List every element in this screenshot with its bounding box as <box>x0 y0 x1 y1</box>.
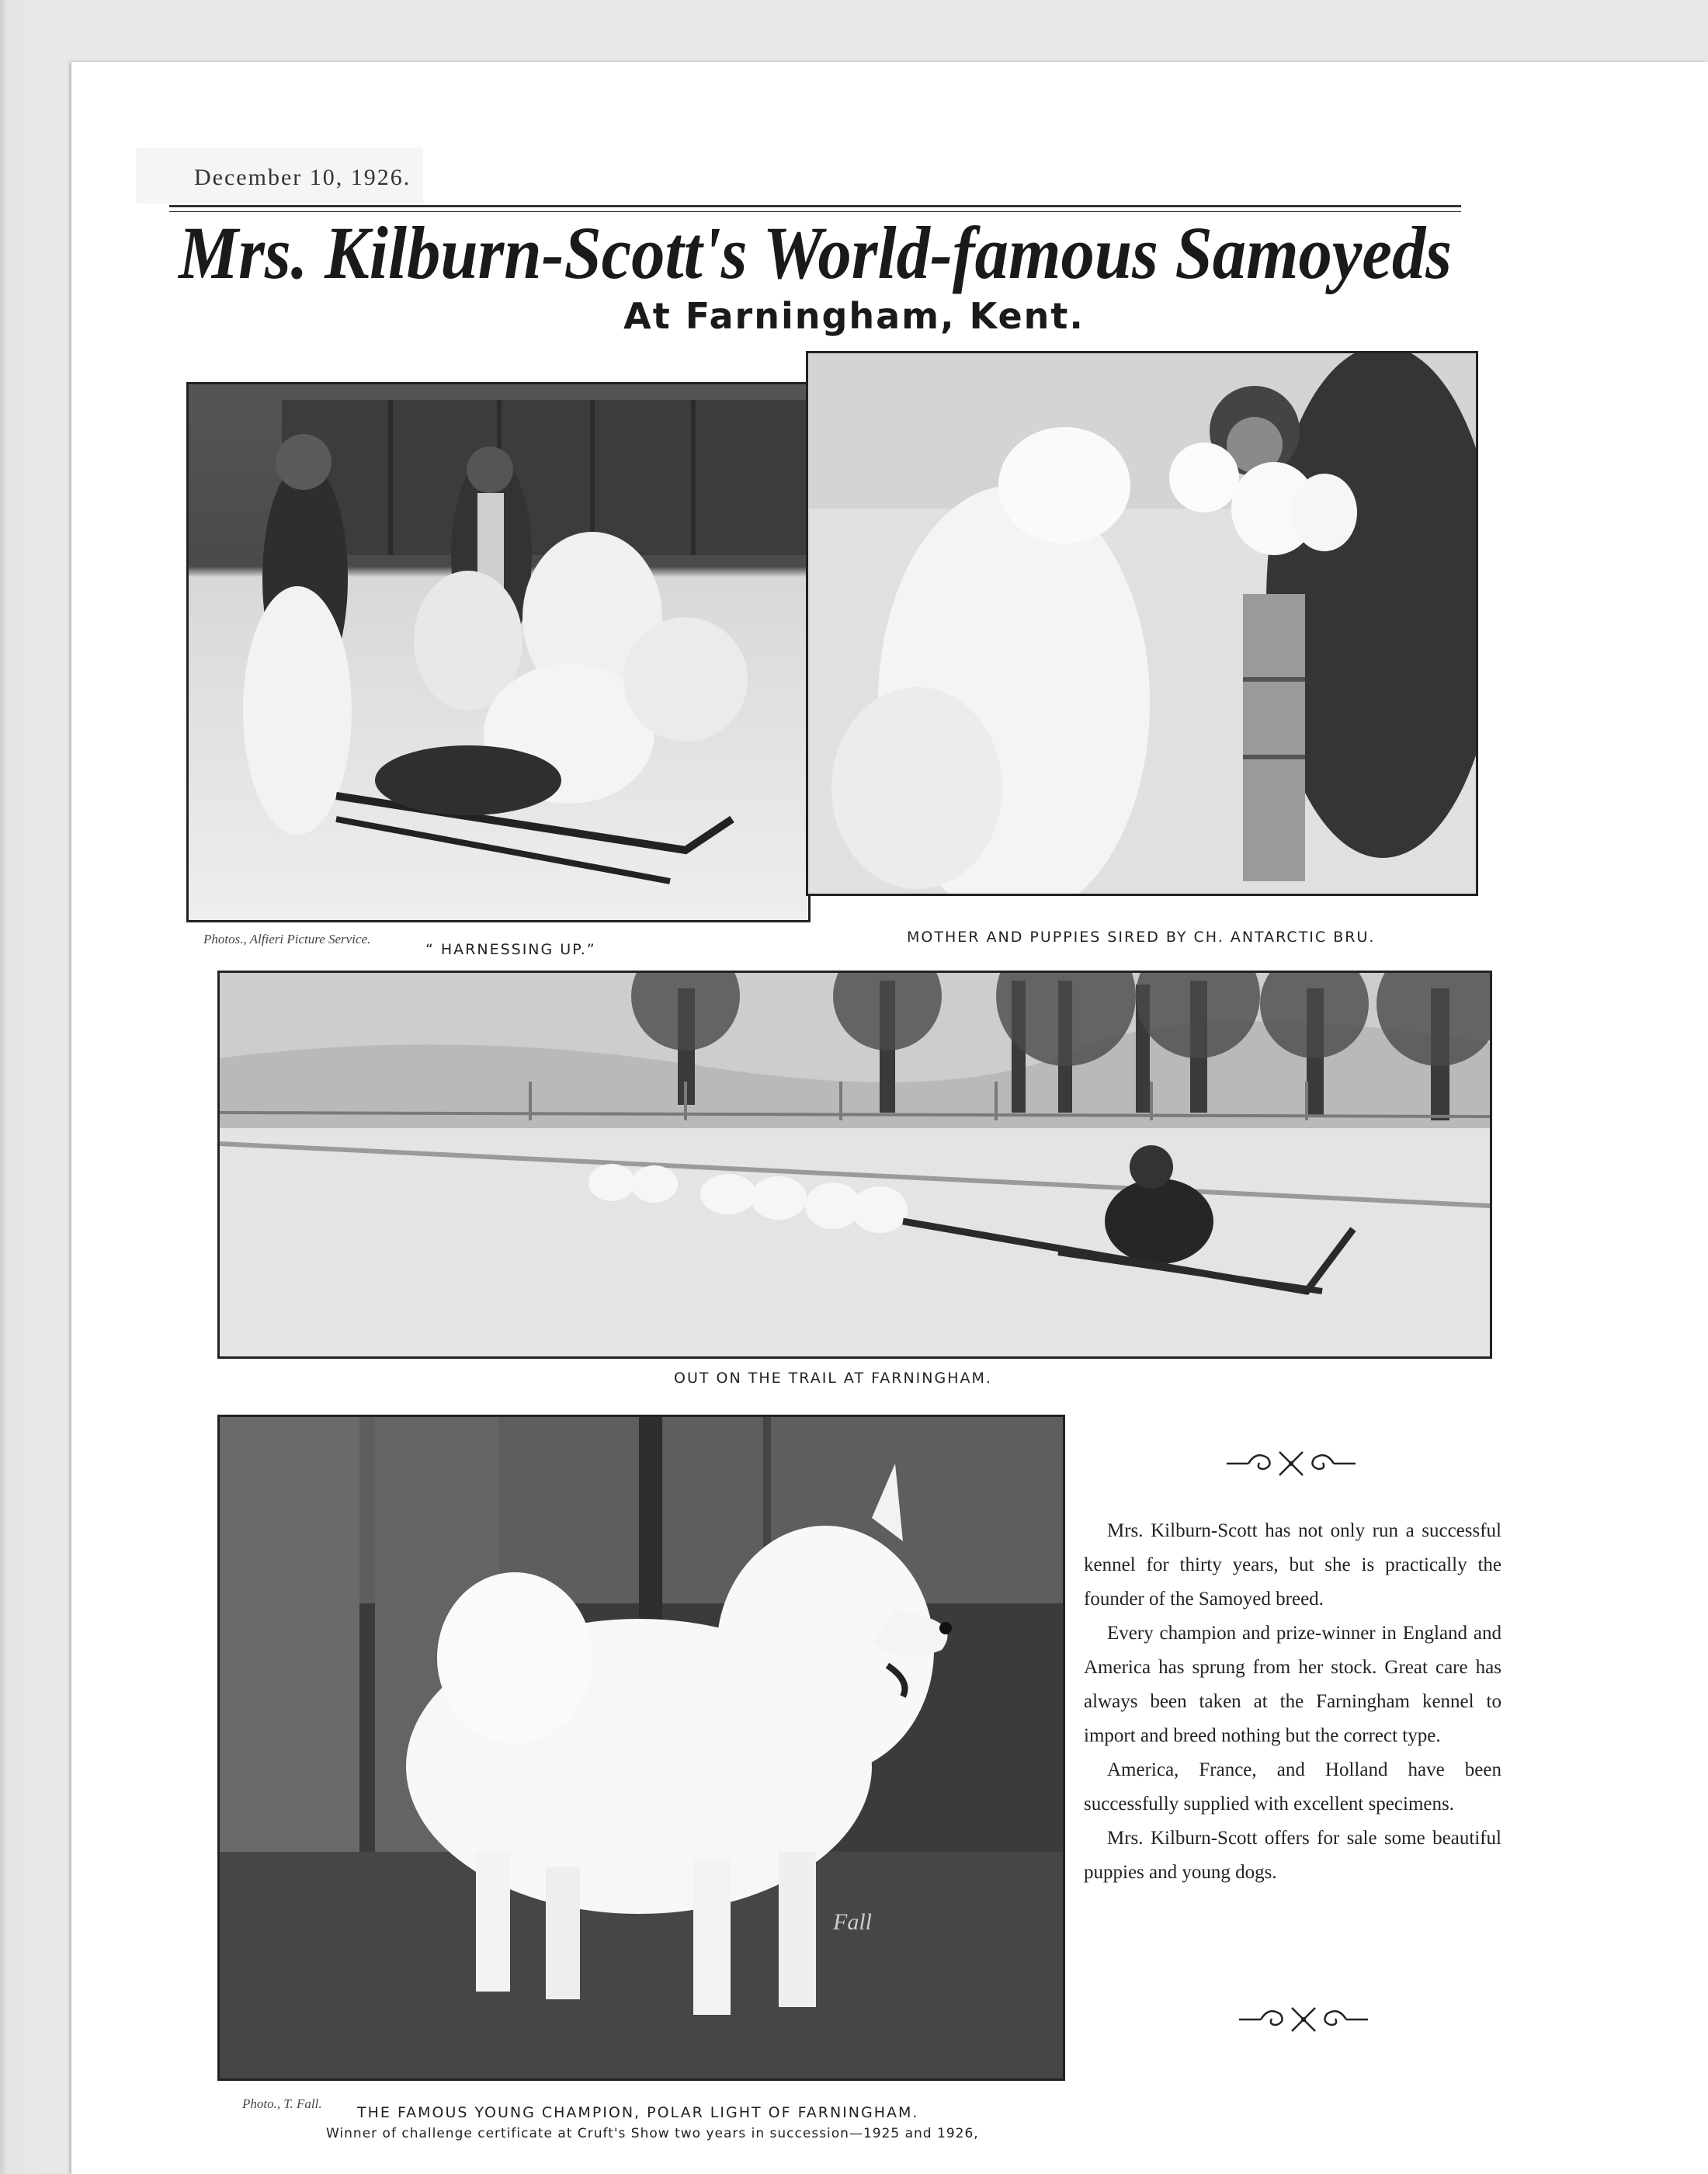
headline <box>169 194 1461 307</box>
headline-text: Mrs. Kilburn-Scott's World-famous Samoyeds <box>177 211 1452 294</box>
photographer-signature: Fall <box>833 1909 872 1935</box>
caption-mother-and-puppies: MOTHER AND PUPPIES SIRED BY CH. ANTARCTIC BRU. <box>907 929 1376 946</box>
ornament-bottom <box>1238 2000 1370 2039</box>
photo-polar-light <box>217 1415 1065 2081</box>
ornament-top <box>1225 1444 1357 1483</box>
subcaption-polar-light: Winner of challenge certificate at Cruft's Show two years in succession—1925 and 1926, <box>326 2126 979 2141</box>
article-paragraph: Every champion and prize-winner in England and America has sprung from her stock. Great care has always been taken at the Farningham kennel to import and breed nothing but the correct type. <box>1084 1623 1501 1746</box>
article-paragraph: Mrs. Kilburn-Scott has not only run a successful kennel for thirty years, but she is practically the founder of the Samoyed breed. <box>1084 1520 1501 1610</box>
caption-out-on-the-trail: OUT ON THE TRAIL AT FARNINGHAM. <box>674 1370 992 1387</box>
subheadline: At Farningham, Kent. <box>623 295 1085 337</box>
photo-credit-fall: Photo., T. Fall. <box>242 2096 322 2111</box>
photo-credit-alfieri: Photos., Alfieri Picture Service. <box>203 932 371 946</box>
caption-harnessing-up: “ HARNESSING UP.” <box>425 941 596 958</box>
photo-out-on-the-trail <box>217 971 1492 1359</box>
caption-polar-light: THE FAMOUS YOUNG CHAMPION, POLAR LIGHT OF FARNINGHAM. <box>357 2104 919 2121</box>
article-paragraph: Mrs. Kilburn-Scott offers for sale some beautiful puppies and young dogs. <box>1084 1828 1501 1883</box>
article-paragraph: America, France, and Holland have been successfully supplied with excellent specimens. <box>1084 1759 1501 1815</box>
dateline: December 10, 1926. <box>194 165 411 190</box>
photo-harnessing-up <box>186 382 811 922</box>
article-body <box>1084 1514 1501 1890</box>
photo-mother-and-puppies <box>806 351 1478 896</box>
